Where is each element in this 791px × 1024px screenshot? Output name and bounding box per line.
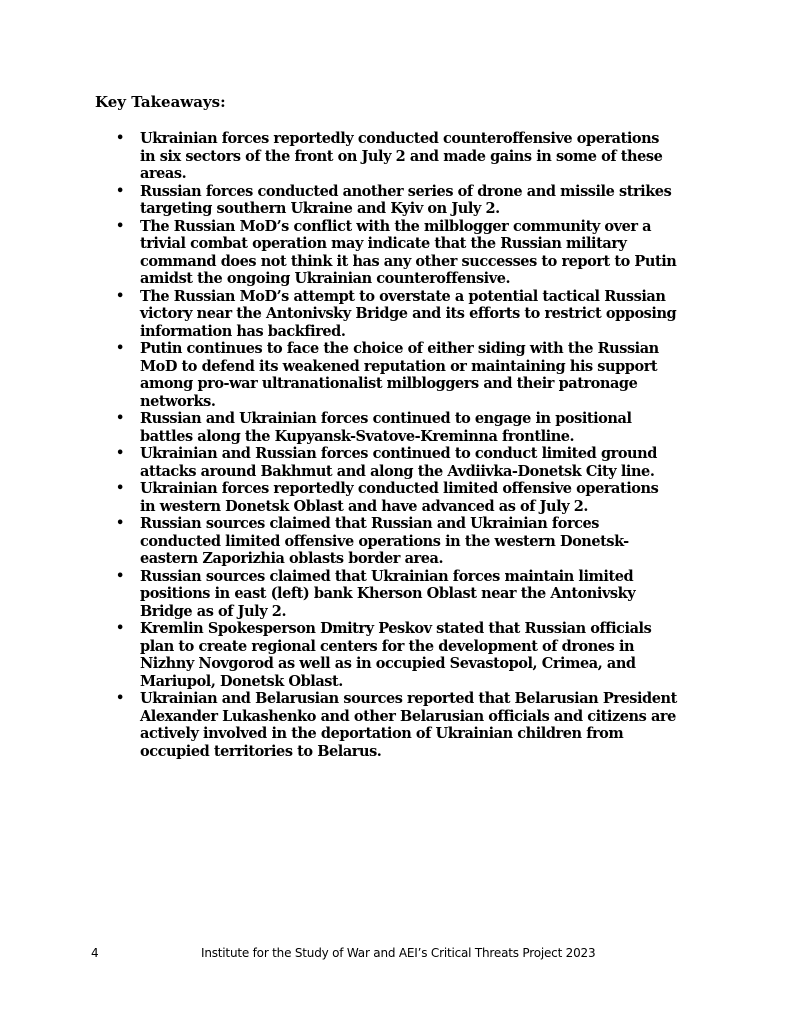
takeaway-text: The Russian MoD’s conflict with the milblogger community over a trivial combat operation may indicate that the Russian military command does not think it has any other successes to report to Putin amidst the ongoing Ukrainian counteroffensive.	[140, 217, 677, 287]
bullet-icon: •	[116, 288, 124, 304]
bullet-icon: •	[116, 481, 124, 496]
takeaway-item	[0, 480, 791, 515]
bullet-icon: •	[116, 341, 124, 356]
takeaway-item	[0, 130, 791, 183]
bullet-icon: •	[116, 446, 124, 461]
takeaways-list	[0, 130, 791, 760]
bullet-icon: •	[116, 411, 124, 426]
takeaway-text: Russian forces conducted another series of drone and missile strikes targeting southern Ukraine and Kyiv on July 2.	[140, 182, 672, 217]
bullet-icon: •	[116, 516, 124, 531]
bullet-icon: •	[116, 218, 124, 234]
takeaway-item	[0, 690, 791, 760]
takeaway-item	[0, 445, 791, 480]
takeaway-text: Ukrainian and Russian forces continued to conduct limited ground attacks around Bakhmut and along the Avdiivka-Donetsk City line.	[140, 445, 657, 480]
takeaway-item	[0, 340, 791, 410]
takeaway-item	[0, 218, 791, 288]
takeaway-item	[0, 410, 791, 445]
takeaway-text: Russian sources claimed that Russian and Ukrainian forces conducted limited offensive operations in the western Donetsk- eastern Zaporizhia oblasts border area.	[140, 515, 629, 567]
bullet-icon: •	[116, 183, 124, 199]
takeaway-item	[0, 288, 791, 341]
takeaway-item	[0, 568, 791, 621]
takeaway-item	[0, 620, 791, 690]
takeaway-text: Ukrainian forces reportedly conducted limited offensive operations in western Donetsk Oblast and have advanced as of July 2.	[140, 480, 659, 515]
takeaway-text: The Russian MoD’s attempt to overstate a potential tactical Russian victory near the Antonivsky Bridge and its efforts to restrict opposing information has backfired.	[140, 287, 677, 340]
bullet-icon: •	[116, 621, 124, 636]
page-number: 4	[91, 946, 99, 960]
bullet-icon: •	[116, 568, 124, 584]
takeaway-text: Kremlin Spokesperson Dmitry Peskov stated that Russian officials plan to create regional centers for the development of drones in Nizhny Novgorod as well as in occupied Sevastopol, Crimea, and Mariupol, Donetsk Oblast.	[140, 620, 652, 690]
bullet-icon: •	[116, 691, 124, 706]
takeaway-item	[0, 183, 791, 218]
key-takeaways-heading: Key Takeaways:	[95, 93, 226, 111]
takeaway-text: Russian sources claimed that Ukrainian forces maintain limited positions in east (left) bank Kherson Oblast near the Antonivsky Bridge as of July 2.	[140, 567, 636, 620]
footer-credit: Institute for the Study of War and AEI’s Critical Threats Project 2023	[201, 946, 596, 960]
bullet-icon: •	[116, 131, 124, 146]
takeaway-item	[0, 515, 791, 568]
page-footer	[0, 944, 791, 962]
takeaway-text: Ukrainian and Belarusian sources reported that Belarusian President Alexander Lukashenko and other Belarusian officials and citizens are actively involved in the deportation of Ukrainian children from occupied territories to Belarus.	[140, 690, 677, 760]
takeaway-text: Russian and Ukrainian forces continued to engage in positional battles along the Kupyansk-Svatove-Kreminna frontline.	[140, 410, 632, 445]
takeaway-text: Ukrainian forces reportedly conducted counteroffensive operations in six sectors of the front on July 2 and made gains in some of these areas.	[140, 130, 663, 182]
takeaway-text: Putin continues to face the choice of either siding with the Russian MoD to defend its weakened reputation or maintaining his support among pro-war ultranationalist milbloggers and their patronage networks.	[140, 340, 659, 410]
